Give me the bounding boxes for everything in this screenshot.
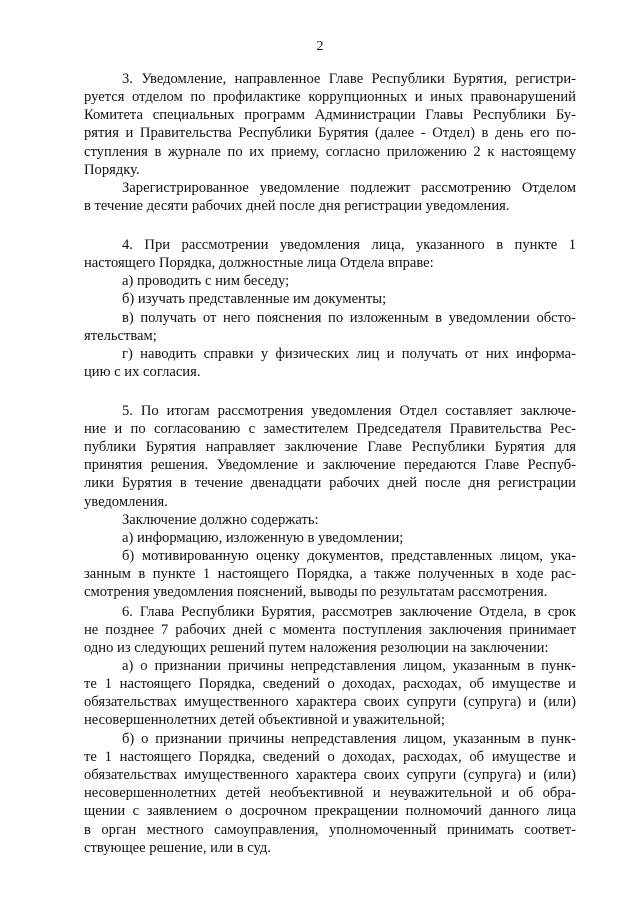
- text-line: ступления в журнале по их приему, согласно приложению 2 к настоящему: [84, 144, 576, 160]
- text-line: в орган местного самоуправления, уполномоченный принимать соответ-: [84, 822, 576, 838]
- text-line: публики Бурятия направляет заключение Главе Республики Бурятия для: [84, 439, 576, 455]
- text-line: Комитета специальных программ Администрации Главы Республики Бу-: [84, 107, 576, 123]
- text-line: ние и по согласованию с заместителем Председателя Правительства Рес-: [84, 421, 576, 437]
- text-line: руется отделом по профилактике коррупционных и иных правонарушений: [84, 89, 576, 105]
- text-line: Заключение должно содержать:: [122, 512, 319, 528]
- text-line: б) мотивированную оценку документов, представленных лицом, ука-: [122, 548, 576, 564]
- text-line: б) о признании причины непредставления лицом, указанным в пунк-: [122, 731, 576, 747]
- text-line: 6. Глава Республики Бурятия, рассмотрев заключение Отдела, в срок: [122, 604, 576, 620]
- text-line: лики Бурятия в течение двенадцати рабочих дней после дня регистрации: [84, 475, 576, 491]
- text-line: а) проводить с ним беседу;: [122, 273, 290, 289]
- text-line: занным в пункте 1 настоящего Порядка, а также полученных в ходе рас-: [84, 566, 576, 582]
- text-line: б) изучать представленные им документы;: [122, 291, 387, 307]
- text-line: 5. По итогам рассмотрения уведомления Отдел составляет заключе-: [122, 403, 576, 419]
- text-line: 4. При рассмотрении уведомления лица, указанного в пункте 1: [122, 237, 576, 253]
- text-line: цию с их согласия.: [84, 364, 201, 380]
- text-line: а) о признании причины непредставления лицом, указанным в пунк-: [122, 658, 576, 674]
- text-line: настоящего Порядка, должностные лица Отдела вправе:: [84, 255, 434, 271]
- text-line: несовершеннолетних детей необъективной и неуважительной и об обра-: [84, 785, 576, 801]
- text-line: 3. Уведомление, направленное Главе Республики Бурятия, регистри-: [122, 71, 576, 87]
- text-line: г) наводить справки у физических лиц и получать от них информа-: [122, 346, 576, 362]
- text-line: обязательствах имущественного характера своих супруги (супруга) и (или): [84, 694, 576, 710]
- text-line: Порядку.: [84, 162, 140, 178]
- text-line: те 1 настоящего Порядка, сведений о доходах, расходах, об имуществе и: [84, 749, 576, 765]
- text-line: ствующее решение, или в суд.: [84, 840, 271, 856]
- text-line: в) получать от него пояснения по изложенным в уведомлении обсто-: [122, 310, 576, 326]
- text-line: рятия и Правительства Республики Бурятия (далее - Отдел) в день его по-: [84, 125, 576, 141]
- text-line: несовершеннолетних детей объективной и уважительной;: [84, 712, 445, 728]
- text-line: ятельствам;: [84, 328, 157, 344]
- text-line: Зарегистрированное уведомление подлежит рассмотрению Отделом: [122, 180, 576, 196]
- text-line: одно из следующих решений путем наложения резолюции на заключении:: [84, 640, 549, 656]
- text-line: обязательствах имущественного характера своих супруги (супруга) и (или): [84, 767, 576, 783]
- text-line: те 1 настоящего Порядка, сведений о доходах, расходах, об имуществе и: [84, 676, 576, 692]
- text-line: в течение десяти рабочих дней после дня регистрации уведомления.: [84, 198, 510, 214]
- text-line: не позднее 7 рабочих дней с момента поступления заключения принимает: [84, 622, 576, 638]
- text-line: уведомления.: [84, 494, 168, 510]
- page-number: 2: [316, 39, 324, 54]
- text-line: щении с заявлением о досрочном прекращении полномочий данного лица: [84, 803, 576, 819]
- text-line: смотрения уведомления пояснений, выводы по результатам рассмотрения.: [84, 584, 548, 600]
- text-line: принятия решения. Уведомление и заключение передаются Главе Респуб-: [84, 457, 576, 473]
- text-line: а) информацию, изложенную в уведомлении;: [122, 530, 404, 546]
